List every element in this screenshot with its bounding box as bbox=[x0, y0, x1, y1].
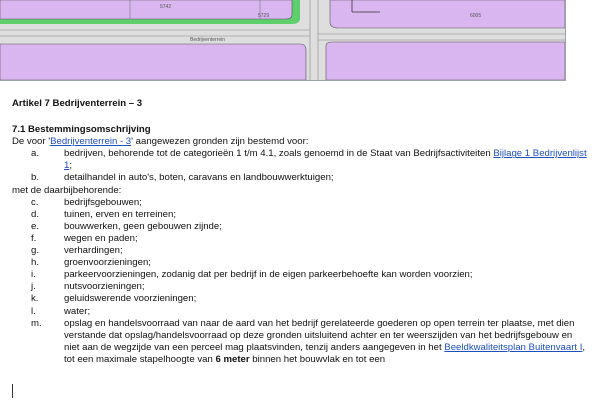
list-text: detailhandel in auto's, boten, caravans en landbouwwerktuigen; bbox=[64, 172, 334, 184]
list-item bbox=[12, 257, 587, 269]
list-letter: m. bbox=[31, 317, 42, 329]
list-daarbijbehorende bbox=[12, 197, 587, 366]
list-letter: j. bbox=[31, 281, 36, 293]
list-item bbox=[12, 293, 587, 305]
list-letter: g. bbox=[31, 245, 40, 257]
list-letter: c. bbox=[31, 196, 39, 208]
list-text: groenvoorzieningen; bbox=[64, 257, 151, 269]
list-letter: a. bbox=[31, 148, 40, 160]
met-line: met de daarbijbehorende: bbox=[12, 184, 122, 196]
list-item bbox=[12, 197, 587, 209]
list-text-2: , tot een maximale stapelhoogte van bbox=[64, 341, 586, 365]
list-text: bedrijven, behorende tot de categorieën 1 t/m 4.1, zoals genoemd in de Staat van Bedrijfsactiviteiten bbox=[64, 148, 494, 160]
link-beeldkwaliteitsplan[interactable]: Beeldkwaliteitsplan Buitenvaart I bbox=[444, 341, 583, 353]
list-item bbox=[12, 306, 587, 318]
list-text: geluidswerende voorzieningen; bbox=[64, 293, 197, 305]
intro-line bbox=[12, 136, 587, 148]
map-label-b: 5729 bbox=[258, 13, 270, 19]
list-text-after: ; bbox=[69, 160, 73, 172]
link-bijlage-1[interactable]: Bijlage 1 Bedrijvenlijst 1 bbox=[64, 148, 587, 172]
list-item bbox=[12, 233, 587, 245]
list-item bbox=[12, 245, 587, 257]
list-text: bouwwerken, geen gebouwen zijnde; bbox=[64, 220, 222, 232]
list-text: nutsvoorzieningen; bbox=[64, 281, 145, 293]
list-bestemd-voor bbox=[12, 148, 587, 184]
list-letter: d. bbox=[31, 208, 40, 220]
list-letter: f. bbox=[31, 232, 37, 244]
map-label-d: Bedrijventerrein bbox=[190, 37, 226, 43]
list-text: water; bbox=[64, 305, 91, 317]
list-text: bedrijfsgebouwen; bbox=[64, 196, 142, 208]
list-letter: h. bbox=[31, 257, 40, 269]
list-item bbox=[12, 172, 587, 184]
list-item bbox=[12, 148, 587, 172]
article-title: Artikel 7 Bedrijventerrein – 3 bbox=[12, 98, 143, 109]
list-text: parkeervoorzieningen, zodanig dat per bedrijf in de eigen parkeerbehoefte kan worden voorzien; bbox=[64, 269, 473, 281]
list-item bbox=[12, 281, 587, 293]
map-label-c: 6005 bbox=[470, 13, 482, 19]
change-bar bbox=[12, 384, 13, 398]
list-letter: i. bbox=[31, 269, 36, 281]
list-item bbox=[12, 269, 587, 281]
list-text-3: binnen het bouwvlak en tot een bbox=[249, 353, 386, 365]
list-text: opslag en handelsvoorraad van naar de aard van het bedrijf gerelateerde goederen op open terrein ter plaatse, met dien verstande dat opslag/handelsvoorraad op deze gronden uitsluitend achter en ter weerszijden van het bedrijfsgebouw en niet aan de wegzijde van een perceel mag plaatsvinden, tenzij anders aangegeven in het bbox=[64, 317, 575, 353]
list-letter: e. bbox=[31, 220, 40, 232]
intro-post: ' aangewezen gronden zijn bestemd voor: bbox=[131, 136, 309, 148]
link-bedrijventerrein-3[interactable]: Bedrijventerrein - 3 bbox=[50, 136, 132, 148]
list-letter: k. bbox=[31, 293, 39, 305]
map-label-a: 5742 bbox=[160, 4, 172, 10]
map-excerpt bbox=[0, 0, 566, 81]
list-item bbox=[12, 221, 587, 233]
stapelhoogte-value: 6 meter bbox=[215, 353, 250, 365]
list-text: wegen en paden; bbox=[64, 232, 138, 244]
section-title: 7.1 Bestemmingsomschrijving bbox=[12, 124, 151, 136]
list-text: verhardingen; bbox=[64, 245, 123, 257]
list-item bbox=[12, 318, 587, 366]
list-letter: b. bbox=[31, 172, 40, 184]
list-item bbox=[12, 209, 587, 221]
list-text: tuinen, erven en terreinen; bbox=[64, 208, 177, 220]
article-content bbox=[12, 98, 587, 366]
list-letter: l. bbox=[31, 305, 36, 317]
intro-pre: De voor ' bbox=[12, 136, 51, 148]
